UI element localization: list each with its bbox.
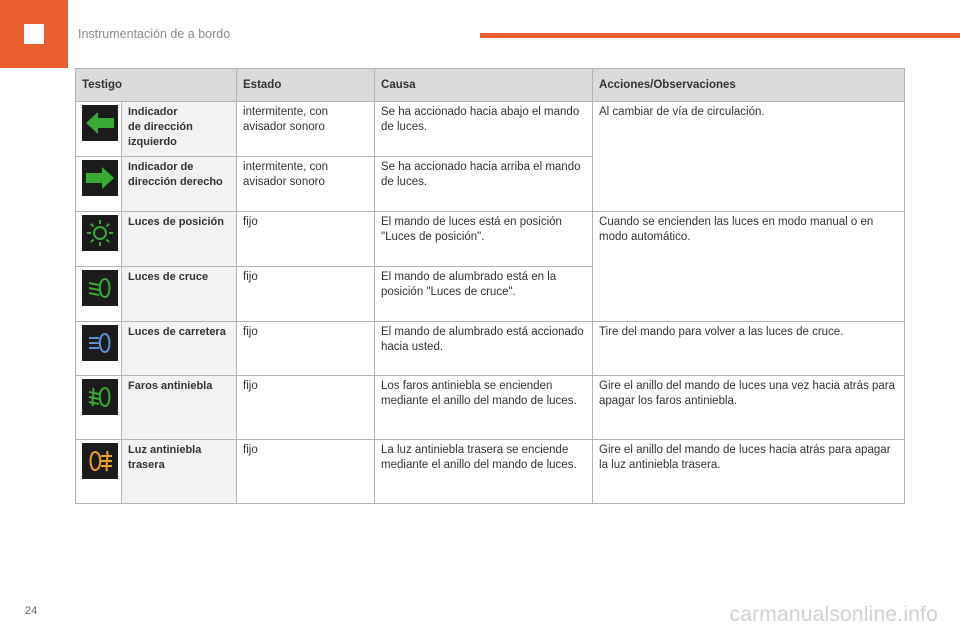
lamp-icon-cell [76, 440, 122, 504]
lamp-action: Al cambiar de vía de circulación. [593, 102, 905, 212]
lamp-name: Luces de carretera [122, 322, 237, 376]
left-arrow-icon [82, 105, 118, 141]
column-header-causa: Causa [375, 69, 593, 102]
chapter-tab-square [24, 24, 44, 44]
lamp-state: fijo [237, 212, 375, 267]
lamp-icon-cell [76, 102, 122, 157]
table-row [76, 212, 905, 267]
table-row [76, 440, 905, 504]
lamp-cause: El mando de luces está en posición "Luces de posición". [375, 212, 593, 267]
lamp-cause: El mando de alumbrado está accionado hacia usted. [375, 322, 593, 376]
lamp-state: fijo [237, 376, 375, 440]
page-number: 24 [25, 605, 38, 617]
lamp-state: fijo [237, 322, 375, 376]
table-row [76, 102, 905, 157]
lamp-cause: Los faros antiniebla se encienden mediante el anillo del mando de luces. [375, 376, 593, 440]
lamp-state: fijo [237, 267, 375, 322]
chapter-tab [0, 0, 68, 68]
position-lights-icon [82, 215, 118, 251]
lamp-icon-cell [76, 267, 122, 322]
lamp-action: Gire el anillo del mando de luces hacia atrás para apagar la luz antiniebla trasera. [593, 440, 905, 504]
column-header-testigo: Testigo [76, 69, 237, 102]
lamp-state: intermitente, con avisador sonoro [237, 157, 375, 212]
page-header-title: Instrumentación de a bordo [78, 27, 231, 41]
column-header-acciones: Acciones/Observaciones [593, 69, 905, 102]
lamp-name: Indicador de dirección izquierdo [122, 102, 237, 157]
table-row [76, 376, 905, 440]
lamp-cause: Se ha accionado hacia abajo el mando de luces. [375, 102, 593, 157]
lamp-name: Luz antiniebla trasera [122, 440, 237, 504]
lamp-cause: La luz antiniebla trasera se enciende mediante el anillo del mando de luces. [375, 440, 593, 504]
lamp-name: Luces de posición [122, 212, 237, 267]
warning-lamps-table [75, 68, 905, 504]
lamp-cause: Se ha accionado hacia arriba el mando de luces. [375, 157, 593, 212]
header-rule [480, 33, 960, 38]
dipped-beam-icon [82, 270, 118, 306]
table-header-row [76, 69, 905, 102]
lamp-icon-cell [76, 376, 122, 440]
front-fog-icon [82, 379, 118, 415]
column-header-estado: Estado [237, 69, 375, 102]
lamp-name: Faros antiniebla [122, 376, 237, 440]
lamp-icon-cell [76, 322, 122, 376]
lamp-icon-cell [76, 157, 122, 212]
lamp-action: Tire del mando para volver a las luces de cruce. [593, 322, 905, 376]
lamp-action: Gire el anillo del mando de luces una vez hacia atrás para apagar los faros antiniebla. [593, 376, 905, 440]
lamp-icon-cell [76, 212, 122, 267]
lamp-name: Indicador de dirección derecho [122, 157, 237, 212]
lamp-cause: El mando de alumbrado está en la posición "Luces de cruce". [375, 267, 593, 322]
right-arrow-icon [82, 160, 118, 196]
watermark: carmanualsonline.info [729, 603, 938, 626]
lamp-state: fijo [237, 440, 375, 504]
rear-fog-icon [82, 443, 118, 479]
lamp-name: Luces de cruce [122, 267, 237, 322]
main-beam-icon [82, 325, 118, 361]
lamp-state: intermitente, con avisador sonoro [237, 102, 375, 157]
table-row [76, 322, 905, 376]
lamp-action: Cuando se encienden las luces en modo manual o en modo automático. [593, 212, 905, 322]
